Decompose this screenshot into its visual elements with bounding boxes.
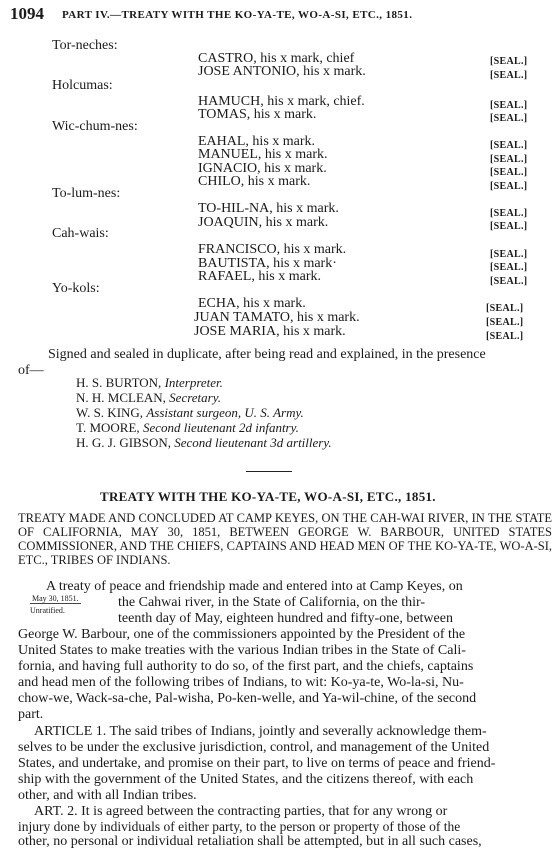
tribe-name: Yo-kols:: [52, 281, 100, 296]
section-divider: [246, 471, 292, 472]
preamble-line: chow-we, Wack-sa-che, Pal-wisha, Po-ken-welle, and Ya-wil-chine, of the second: [18, 691, 477, 706]
tribe-name: Tor-neches:: [52, 38, 118, 53]
page-number: 1094: [10, 4, 44, 23]
signer: RAFAEL, his x mark.: [198, 269, 322, 284]
signer: CASTRO, his x mark, chief: [198, 51, 355, 66]
seal-mark: [SEAL.]: [486, 317, 524, 328]
signer: BAUTISTA, his x mark·: [198, 256, 337, 271]
treaty-title: TREATY WITH THE KO-YA-TE, WO-A-SI, ETC., 1851.: [100, 489, 436, 504]
signer: JOAQUIN, his x mark.: [198, 215, 329, 230]
seal-mark: [SEAL.]: [490, 70, 528, 81]
seal-mark: [SEAL.]: [490, 113, 528, 124]
tribe-name: Cah-wais:: [52, 226, 109, 241]
seal-mark: [SEAL.]: [490, 221, 528, 232]
signer: TOMAS, his x mark.: [198, 107, 317, 122]
signer: CHILO, his x mark.: [198, 174, 311, 189]
article-2-first-line: ART. 2. It is agreed between the contracting parties, that for any wrong or: [34, 804, 448, 819]
preamble-line: United States to make treaties with the various Indian tribes in the State of Cali-: [18, 643, 466, 658]
seal-mark: [SEAL.]: [490, 181, 528, 192]
preamble-line: teenth day of May, eighteen hundred and fifty-one, between: [118, 611, 453, 626]
article-line: other, no personal or individual retaliation shall be attempted, but in all such cases,: [18, 834, 482, 849]
signer: MANUEL, his x mark.: [198, 147, 328, 162]
preamble-line: part.: [18, 707, 44, 722]
signer: JOSE MARIA, his x mark.: [194, 324, 346, 339]
article-1-first-line: ARTICLE 1. The said tribes of Indians, jointly and severally acknowledge them-: [34, 724, 487, 739]
seal-mark: [SEAL.]: [486, 331, 524, 342]
signer: HAMUCH, his x mark, chief.: [198, 94, 365, 109]
tribe-name: To-lum-nes:: [52, 186, 121, 201]
article-line: injury done by individuals of either party, to the person or property of those of the: [18, 819, 461, 834]
seal-mark: [SEAL.]: [490, 56, 528, 67]
signed-sealed-line: Signed and sealed in duplicate, after being read and explained, in the presence: [48, 347, 486, 362]
signer: IGNACIO, his x mark.: [198, 161, 327, 176]
of-label: of—: [18, 363, 44, 378]
article-2-label: ART. 2.: [34, 804, 78, 819]
seal-mark: [SEAL.]: [490, 100, 528, 111]
witness: N. H. MCLEAN, Secretary.: [76, 390, 222, 405]
seal-mark: [SEAL.]: [486, 303, 524, 314]
signer: ECHA, his x mark.: [198, 296, 306, 311]
running-head: PART IV.—TREATY WITH THE KO-YA-TE, WO-A-SI, ETC., 1851.: [62, 9, 413, 21]
signer: TO-HIL-NA, his x mark.: [198, 201, 339, 216]
signer: FRANCISCO, his x mark.: [198, 242, 347, 257]
witness: H. G. J. GIBSON, Second lieutenant 3d artillery.: [76, 435, 332, 450]
witness: W. S. KING, Assistant surgeon, U. S. Army.: [76, 405, 304, 420]
seal-mark: [SEAL.]: [490, 167, 528, 178]
article-1-label: ARTICLE 1.: [34, 724, 107, 739]
seal-mark: [SEAL.]: [490, 208, 528, 219]
treaty-heading: TREATY MADE AND CONCLUDED AT CAMP KEYES, ON THE CAH-WAI RIVER, IN THE STATE OF CALIFORNIA, MAY 30, 1851, BETWEEN GEORGE W. BARBOUR, UNITED STATES COMMISSIONER, AND THE CHIEFS, CAPTAINS AND HEAD MEN OF THE KO-YA-TE, WO-A-SI, ETC., TRIBES OF INDIANS.: [18, 511, 552, 567]
witness: H. S. BURTON, Interpreter.: [76, 375, 223, 390]
seal-mark: [SEAL.]: [490, 249, 528, 260]
article-line: States, and undertake, and promise on their part, to live on terms of peace and friend-: [18, 756, 496, 771]
article-line: selves to be under the exclusive jurisdiction, control, and management of the United: [18, 740, 490, 755]
tribe-name: Wic-chum-nes:: [52, 119, 138, 134]
signer: JOSE ANTONIO, his x mark.: [198, 64, 366, 79]
preamble-line: A treaty of peace and friendship made and entered into at Camp Keyes, on: [46, 579, 463, 594]
preamble-line: and head men of the following tribes of Indians, to wit: Ko-ya-te, Wo-la-si, Nu-: [18, 675, 464, 690]
tribe-name: Holcumas:: [52, 78, 113, 93]
margin-note-date: May 30, 1851.: [32, 594, 79, 603]
preamble-line: fornia, and having full authority to do so, of the first part, and the chiefs, captains: [18, 659, 474, 674]
margin-note-status: Unratified.: [30, 606, 65, 615]
preamble-line: the Cahwai river, in the State of California, on the thir-: [118, 595, 426, 610]
article-line: ship with the government of the United States, and the citizens thereof, with each: [18, 772, 474, 787]
signer: JUAN TAMATO, his x mark.: [194, 310, 360, 325]
seal-mark: [SEAL.]: [490, 154, 528, 165]
signer: EAHAL, his x mark.: [198, 134, 316, 149]
witness: T. MOORE, Second lieutenant 2d infantry.: [76, 420, 299, 435]
seal-mark: [SEAL.]: [490, 140, 528, 151]
seal-mark: [SEAL.]: [490, 276, 528, 287]
preamble-line: George W. Barbour, one of the commissioners appointed by the President of the: [18, 627, 466, 642]
article-line: other, and with all Indian tribes.: [18, 788, 197, 803]
seal-mark: [SEAL.]: [490, 262, 528, 273]
